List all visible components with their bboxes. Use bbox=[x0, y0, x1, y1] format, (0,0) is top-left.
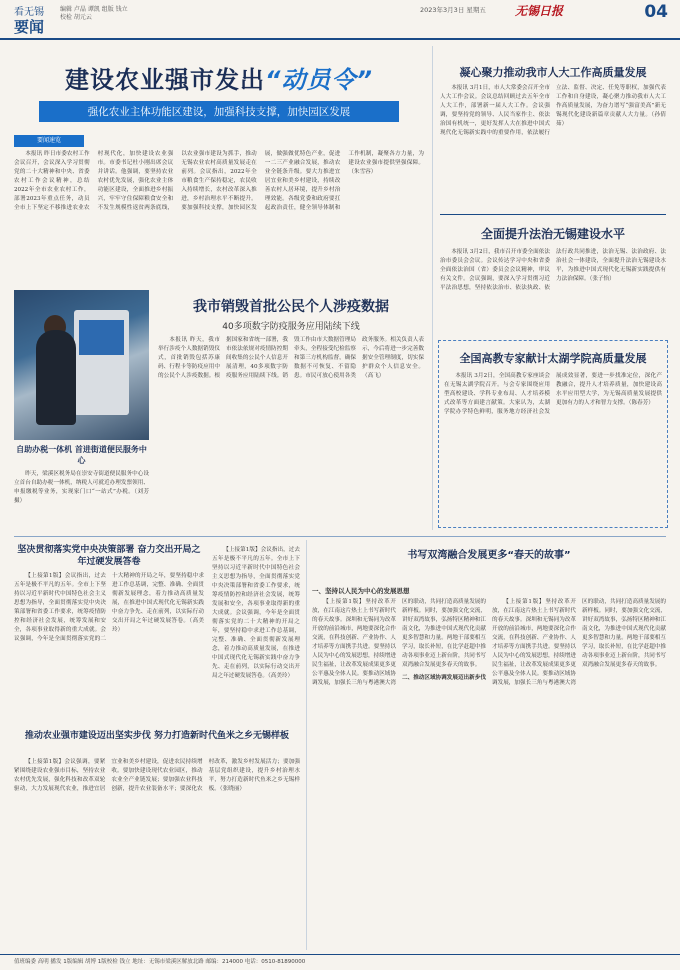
lead-body-text: 本报讯 昨日市委农村工作会议召开，会议深入学习贯彻党的二十大精神和中央、省委农村工作会议精神，总结2022年全市农业农村工作，部署2023年重点任务，动员全市上下坚定不移推进农业农村现代化，加快建设农业强市。市委书记杜小刚出席会议并讲话。他强调，要坚持农业农村优先发展，强化农业主体功能区建设，全面推进乡村振兴，牢牢守住保障粮食安全和不发生规模性返贫两条底线，以农业强市建设为抓手，推动无锡农业农村高质量发展走在前列。会议指出，2022年全市粮食生产保持稳定，农民收入持续增长，农村改革深入推进，乡村治理水平不断提升。要加强科技支撑，加快园区发展，做强做优特色产业，促进一二三产业融合发展，推动农业全链条升级。要大力推进宜居宜业和美乡村建设，持续改善农村人居环境，提升乡村治理效能。各级党委和政府要扛起政治责任，健全领导体制和工作机制，凝聚各方力量，为建设农业强市提供坚强保障。（朱雪容） bbox=[14, 151, 424, 211]
page-footer: 值班编委 高明 播发 1版编辑 胡博 1版校检 钱立 地址：无锡市梁溪区解放北路 邮编：214000 电话：0510-81890000 bbox=[0, 954, 680, 970]
lower-right-title: 书写双湾融合发展更多“春天的故事” bbox=[407, 550, 571, 561]
lower-story2-body bbox=[14, 758, 300, 948]
sidebar-story1-body bbox=[440, 84, 666, 210]
epidemic-title: 我市销毁首批公民个人涉疫数据 bbox=[193, 299, 389, 315]
news-photo bbox=[14, 290, 149, 440]
lower-right-text-2: 【上接第1版】坚持改革开放，在江南这片热土上书写新时代的春天故事。深圳和无锡同为改革开放的前沿城市，两地要深化合作交流，在科技创新、产业协作、人才培养等方面携手共进。要坚持以人民为中心的发展思想，持续增进民生福祉，让改革发展成果更多更公平惠及全体人民。要推动区域协调发展，加强长三角与粤港澳大湾区的联动，共同打造高质量发展的新样板。同时，要加强文化交流，讲好双湾故事，弘扬特区精神和江南文化，为推进中国式现代化贡献更多智慧和力量。两地干部要相互学习，取长补短，在比学赶超中推动各项事业迈上新台阶，共同书写双湾融合发展更多春天的故事。 bbox=[492, 599, 666, 686]
lower-column-divider bbox=[306, 540, 307, 950]
epidemic-subtitle: 40多项数字防疫服务应用陆续下线 bbox=[222, 322, 360, 332]
lower-right-text: 【上接第1版】坚持改革开放，在江南这片热土上书写新时代的春天故事。深圳和无锡同为改革开放的前沿城市，两地要深化合作交流，在科技创新、产业协作、人才培养等方面携手共进。要坚持以人民为中心的发展思想，持续增进民生福祉，让改革发展成果更多更公平惠及全体人民。要推动区域协调发展，加强长三角与粤港澳大湾区的联动，共同打造高质量发展的新样板。同时，要加强文化交流，讲好双湾故事，弘扬特区精神和江南文化，为推进中国式现代化贡献更多智慧和力量。两地干部要相互学习，取长补短，在比学赶超中推动各项事业迈上新台阶，共同书写双湾融合发展更多春天的故事。 bbox=[312, 599, 486, 686]
lower-story1-text: 【上接第1版】会议指出，过去五年是极不平凡的五年。全市上下坚持以习近平新时代中国特色社会主义思想为指导，全面贯彻落实党中央决策部署和省委工作要求，统筹疫情防控和经济社会发展，统筹发展和安全，各项事业取得新的重大成就。会议强调，今年是全面贯彻落实党的二十大精神的开局之年，要坚持稳中求进工作总基调，完整、准确、全面贯彻新发展理念，着力推动高质量发展，在推进中国式现代化无锡新实践中奋力争先、走在前列，以实际行动交出开局之年过硬发展答卷。（高美玲） bbox=[14, 573, 204, 642]
editors: 编辑 卢晶 谭凯 组版 钱立 校检 胡元云 bbox=[60, 6, 128, 21]
section-header bbox=[14, 3, 44, 36]
photo-caption-text: 昨天，梁溪区税务局在崇安寺街道便民服务中心设立首台自助办税一体机，纳税人可就近办理发票领用、申报缴税等业务，实现家门口“一站式”办税。（刘芳 摄） bbox=[14, 471, 149, 504]
person-body bbox=[36, 330, 76, 425]
lower-story2-text: 【上接第1版】会议强调，要紧紧围绕建设农业强市目标，坚持农业农村优先发展，强化科技和改革双轮驱动，大力发展现代农业，推进宜居宜业和美乡村建设，促进农民持续增收。要加快建设现代农业园区，推动农业全产业链发展；要加强农业科技创新，提升农业装备水平；要深化农村改革，激发乡村发展活力；要加强基层党组织建设，提升乡村治理水平，努力打造新时代鱼米之乡无锡样板。（张晓丽） bbox=[14, 759, 300, 792]
section-title: 要闻 bbox=[14, 18, 45, 36]
lower-story1-continued-text: 【上接第1版】会议指出，过去五年是极不平凡的五年。全市上下坚持以习近平新时代中国特色社会主义思想为指导，全面贯彻落实党中央决策部署和省委工作要求，统筹疫情防控和经济社会发展，统筹发展和安全，各项事业取得新的重大成就。会议强调，今年是全面贯彻落实党的二十大精神的开局之年，要坚持稳中求进工作总基调，完整、准确、全面贯彻新发展理念，着力推动高质量发展，在推进中国式现代化无锡新实践中奋力争先、走在前列，以实际行动交出开局之年过硬发展答卷。（高美玲） bbox=[212, 547, 300, 679]
kiosk-screen bbox=[79, 320, 124, 355]
sidebar-story2-body bbox=[440, 248, 666, 336]
sidebar-story1-text: 本报讯 3月1日，市人大常委会召开全市人大工作会议。会议总结回顾过去五年全市人大工作，部署新一届人大工作。会议强调，要坚持党的领导、人民当家作主、依法治国有机统一，更好发挥人大在推进中国式现代化无锡新实践中的重要作用，依法履行立法、监督、决定、任免等职权，加强代表工作和自身建设，凝心聚力推动我市人大工作高质量发展，为奋力谱写“强富美高”新无锡现代化建设新篇章贡献人大力量。（孙倩茹） bbox=[440, 85, 666, 136]
section-divider bbox=[14, 536, 666, 537]
photo-caption bbox=[14, 470, 149, 526]
lower-story2-title: 推动农业强市建设迈出坚实步伐 努力打造新时代鱼米之乡无锡样板 bbox=[24, 731, 290, 741]
lead-title-quote: “动员令” bbox=[265, 66, 373, 94]
sidebar-story3-text: 本报讯 3月2日，全国高教专家座谈会在无锡太湖学院召开。与会专家围绕应用型高校建设、学科专业布局、人才培养模式改革等方面建言献策。大家认为，太湖学院办学特色鲜明，服务地方经济社会发展成效显著，要进一步找准定位，深化产教融合，提升人才培养质量，加快建设高水平应用型大学，为无锡高质量发展提供更加有力的人才和智力支撑。（陈春芳） bbox=[444, 373, 662, 415]
sidebar-rule bbox=[440, 214, 666, 215]
masthead bbox=[0, 0, 680, 40]
lower-story1-body bbox=[14, 572, 204, 722]
paper-name: 无锡日报 bbox=[515, 4, 564, 18]
lead-title bbox=[14, 44, 424, 95]
lower-right-section1: 一、坚持以人民为中心的发展思想 bbox=[312, 587, 410, 595]
section-sub: 看无锡 bbox=[14, 7, 44, 18]
sidebar-story2-title: 全面提升法治无锡建设水平 bbox=[480, 227, 625, 241]
epidemic-body bbox=[158, 336, 424, 524]
lower-right-section2: 二、推动区域协调发展迈出新步伐 bbox=[402, 675, 486, 681]
lead-article-body bbox=[14, 150, 424, 252]
column-divider bbox=[432, 46, 433, 530]
lower-story1-continued bbox=[212, 546, 300, 722]
lead-subtitle: 强化农业主体功能区建设，加强科技支撑，加快园区发展 bbox=[39, 101, 399, 122]
sidebar-story2-text: 本报讯 3月2日，我市召开市委全面依法治市委员会会议。会议传达学习中央和省委全面依法治国（省）委员会会议精神，审议有关文件。会议强调，要深入学习贯彻习近平法治思想，坚持依法治市、依法执政、依法行政共同推进，法治无锡、法治政府、法治社会一体建设，全面提升法治无锡建设水平，为推进中国式现代化无锡新实践提供有力法治保障。（张子怡） bbox=[440, 249, 666, 291]
lead-title-main: 建设农业强市发出 bbox=[65, 66, 266, 94]
epidemic-body-text: 本报讯 昨天，我市举行涉疫个人数据销毁仪式，首批销毁包括苏康码、行程卡等防疫应用中的公民个人涉疫数据。根据国家和省统一部署，我市依法依规对疫情防控期间收集的公民个人信息开展清理，40多项数字防疫服务应用陆续下线。销毁工作由市大数据管理局牵头，全程接受纪检监察和第三方机构监督，确保数据不可恢复、不留隐患。市民可放心使用各类政务服务。相关负责人表示，今后将进一步完善数据安全管理制度，切实保护群众个人信息安全。（高飞） bbox=[158, 337, 424, 379]
lower-right-body bbox=[312, 598, 666, 948]
lower-story1-title: 坚决贯彻落实党中央决策部署 奋力交出开局之年过硬发展答卷 bbox=[17, 545, 201, 567]
sidebar-story3-title: 全国高教专家献计太湖学院高质量发展 bbox=[459, 352, 647, 365]
lead-headline-block bbox=[14, 44, 424, 124]
sidebar-story3-body bbox=[444, 372, 662, 522]
sidebar-story1-title: 凝心聚力推动我市人大工作高质量发展 bbox=[459, 66, 647, 79]
page-number: 04 bbox=[644, 2, 668, 22]
news-tag: 要闻速览 bbox=[14, 135, 84, 147]
photo-caption-title: 自助办税一体机 首进街道便民服务中心 bbox=[16, 445, 147, 465]
issue-date: 2023年3月3日 星期五 bbox=[420, 6, 486, 14]
